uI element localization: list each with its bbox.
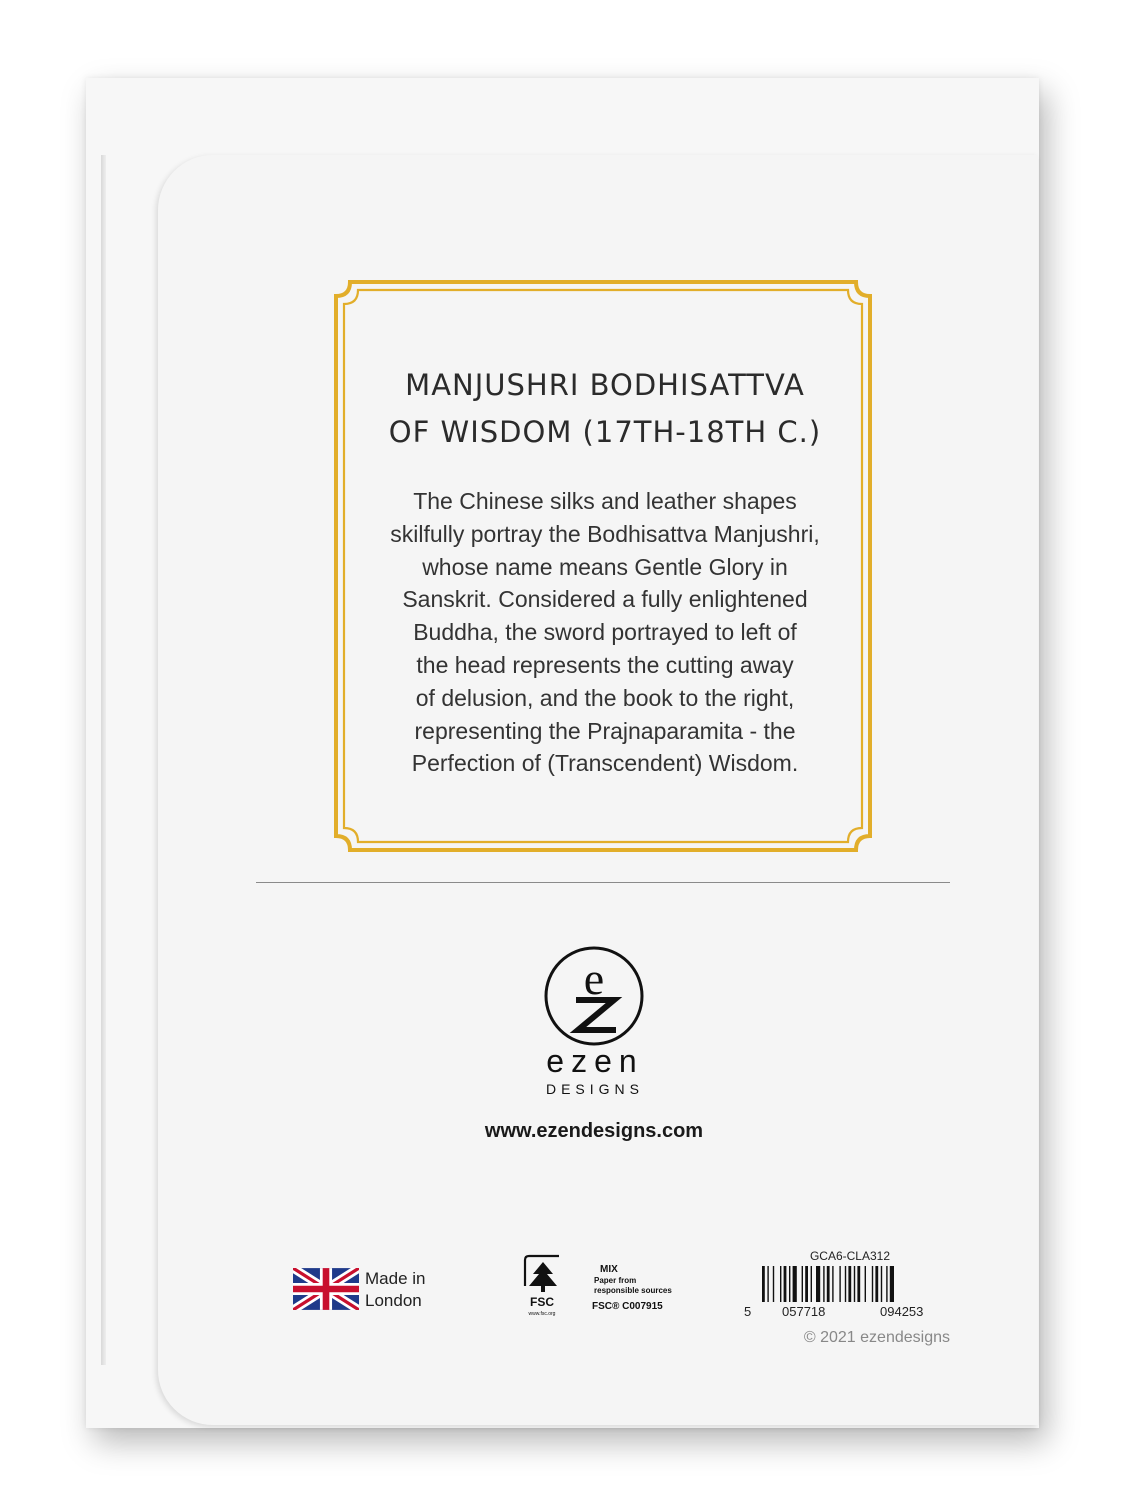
barcode-bar — [848, 1266, 851, 1302]
barcode-bar — [865, 1266, 866, 1302]
uk-flag-icon — [293, 1268, 359, 1310]
barcode-digit-group: 094253 — [880, 1304, 924, 1319]
barcode-bar — [839, 1266, 840, 1302]
description-line: whose name means Gentle Glory in — [422, 553, 788, 580]
barcode-bar — [762, 1266, 765, 1302]
barcode-bar — [784, 1266, 787, 1302]
barcode-bar — [805, 1266, 808, 1302]
barcode-bar — [793, 1266, 797, 1302]
fsc-tree-logo-icon — [519, 1254, 565, 1318]
barcode-bar — [823, 1266, 824, 1302]
barcode-digit-group: 5 — [744, 1304, 752, 1319]
title-line: OF WISDOM (17TH-18TH C.) — [388, 415, 822, 449]
barcode-bar — [780, 1266, 781, 1302]
barcode-bar — [854, 1266, 855, 1302]
product-sku: GCA6-CLA312 — [809, 1249, 891, 1263]
description-line: the head represents the cutting away — [416, 651, 794, 678]
barcode-bar — [827, 1266, 830, 1302]
svg-text:e: e — [583, 953, 605, 1004]
fsc-logo-url: www.fsc.org — [528, 1311, 556, 1317]
brand-wordmark: ezen — [546, 1043, 644, 1079]
copyright: © 2021 ezendesigns — [803, 1329, 950, 1346]
brand-subtitle: DESIGNS — [545, 1081, 644, 1097]
made-in-line: London — [365, 1291, 422, 1310]
description-line: Buddha, the sword portrayed to left of — [413, 619, 797, 646]
description-line: Sanskrit. Considered a fully enlightened — [402, 586, 808, 613]
barcode-bar — [811, 1266, 812, 1302]
barcode-bar — [767, 1266, 768, 1302]
made-in-line: Made in — [365, 1269, 426, 1288]
envelope-flap-edge — [101, 155, 106, 1365]
barcode-bar — [872, 1266, 873, 1302]
artwork-title — [345, 362, 865, 456]
divider — [256, 882, 950, 883]
description-line: Perfection of (Transcendent) Wisdom. — [411, 750, 799, 777]
website-link[interactable]: www.ezendesigns.com — [484, 1120, 704, 1142]
fsc-logo-label: FSC — [530, 1295, 554, 1309]
barcode-bar — [845, 1266, 846, 1302]
description-line: The Chinese silks and leather shapes — [413, 488, 797, 514]
fsc-certification — [570, 1264, 690, 1314]
barcode-bar — [886, 1266, 887, 1302]
barcode-bar — [832, 1266, 833, 1302]
barcode-bar — [875, 1266, 878, 1302]
barcode-bar — [802, 1266, 803, 1302]
barcode-icon — [760, 1266, 950, 1306]
barcode-digit-group: 057718 — [782, 1304, 826, 1319]
description-line: representing the Prajnaparamita - the — [414, 717, 796, 744]
barcode-bar — [789, 1266, 790, 1302]
fsc-text-line: Paper from — [594, 1276, 637, 1285]
description-line: skilfully portray the Bodhisattva Manjushri, — [390, 520, 820, 547]
barcode-bar — [816, 1266, 820, 1302]
title-line: MANJUSHRI BODHISATTVA — [405, 368, 805, 402]
made-in-label — [365, 1268, 425, 1312]
fsc-text-line: responsible sources — [594, 1286, 672, 1295]
barcode-bar — [890, 1266, 894, 1302]
fsc-code: FSC® C007915 — [592, 1301, 663, 1312]
barcode-bar — [773, 1266, 774, 1302]
fsc-mix-label: MIX — [600, 1264, 618, 1275]
barcode-bar — [857, 1266, 860, 1302]
artwork-description — [345, 485, 865, 780]
description-line: of delusion, and the book to the right, — [415, 684, 795, 711]
ezen-logo-icon — [542, 944, 646, 1048]
barcode-bar — [881, 1266, 882, 1302]
